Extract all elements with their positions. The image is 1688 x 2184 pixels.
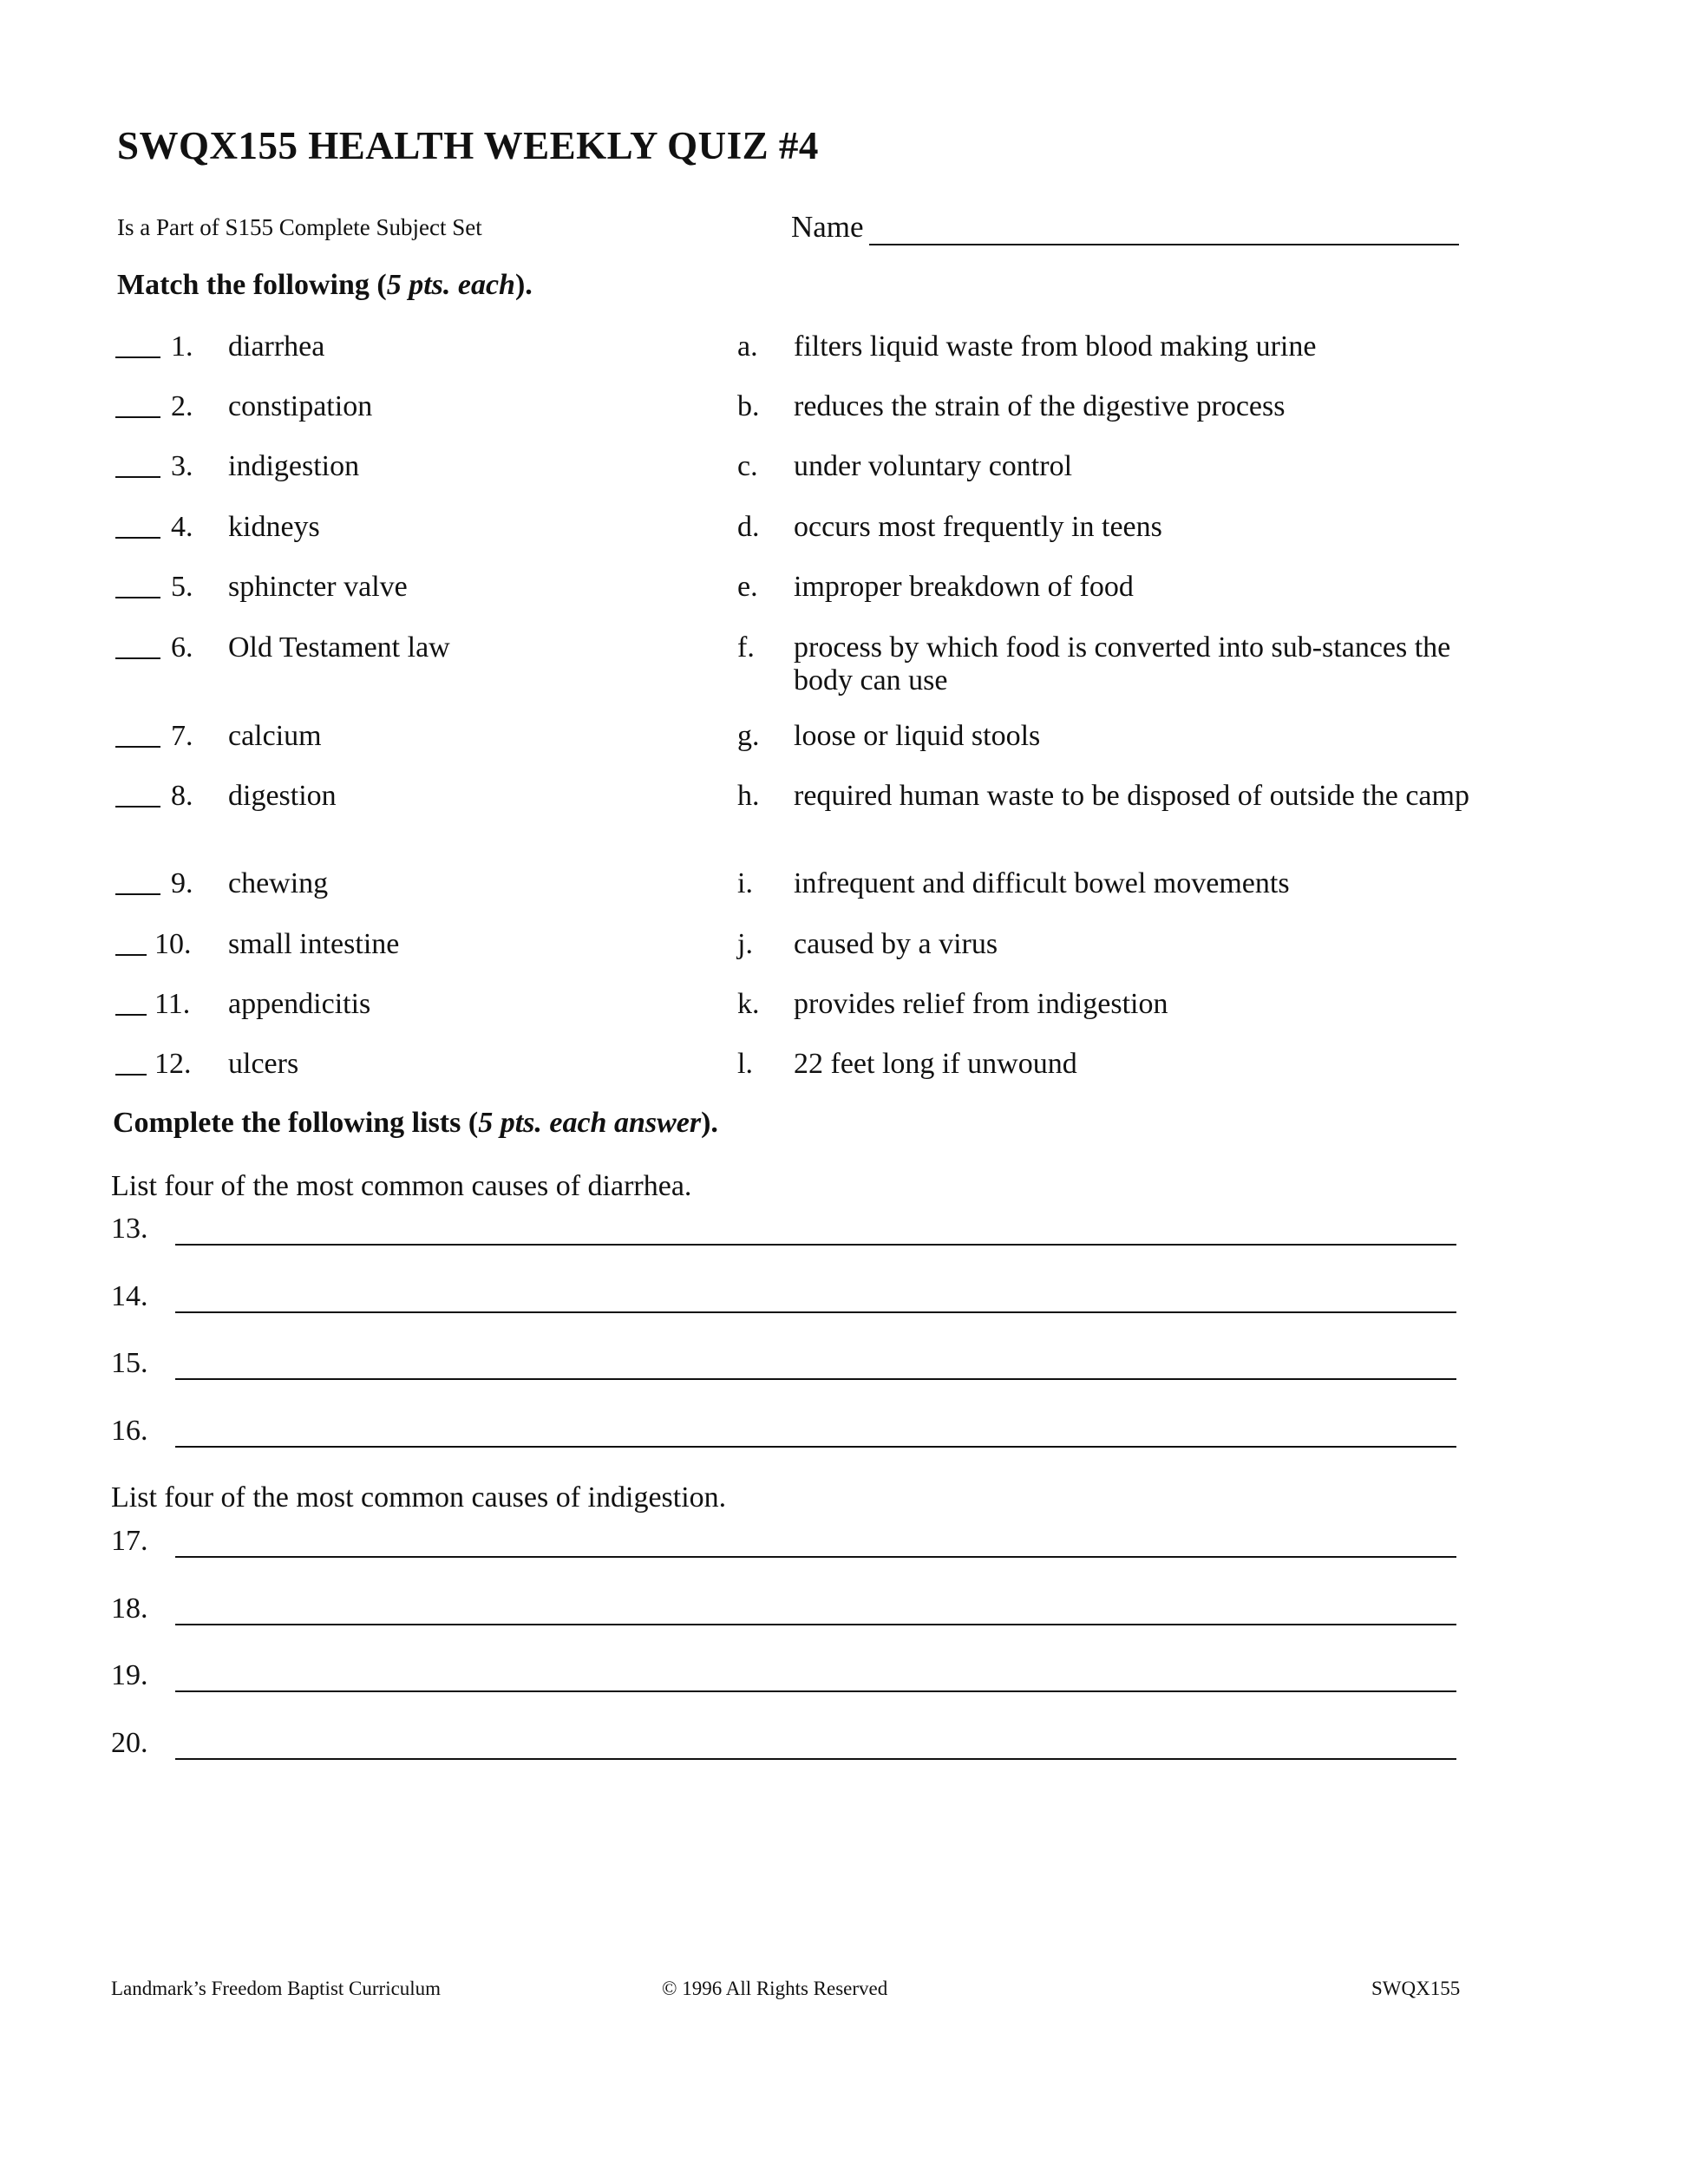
def-letter: h. <box>737 780 760 812</box>
list-answer-row <box>0 1280 1688 1318</box>
match-row <box>0 571 1688 605</box>
match-definition: under voluntary control <box>794 450 1073 482</box>
def-letter: l. <box>737 1048 753 1080</box>
match-term: kidneys <box>228 511 320 543</box>
heading-text: Match the following ( <box>117 269 387 301</box>
match-definition: 22 feet long if unwound <box>794 1048 1077 1080</box>
def-letter: i. <box>737 867 753 899</box>
answer-blank[interactable] <box>115 1074 147 1076</box>
list-prompt-diarrhea: List four of the most common causes of diarrhea. <box>111 1170 692 1202</box>
match-term: diarrhea <box>228 330 325 363</box>
def-letter: f. <box>737 631 755 664</box>
heading-end: ). <box>514 269 533 301</box>
answer-number: 19. <box>111 1659 148 1691</box>
answer-blank[interactable] <box>115 597 160 598</box>
answer-number: 13. <box>111 1213 148 1245</box>
answer-blank[interactable] <box>115 954 147 956</box>
item-number: 8. <box>171 780 193 812</box>
match-term: chewing <box>228 867 329 899</box>
match-definition: reduces the strain of the digestive process <box>794 390 1286 422</box>
item-number: 9. <box>171 867 193 899</box>
item-number: 4. <box>171 511 193 543</box>
answer-line[interactable] <box>175 1690 1456 1692</box>
match-term: indigestion <box>228 450 360 482</box>
answer-blank[interactable] <box>115 893 160 895</box>
match-definition: caused by a virus <box>794 928 998 960</box>
match-row <box>0 988 1688 1023</box>
section-heading-matching <box>117 269 533 302</box>
list-answer-row <box>0 1592 1688 1631</box>
answer-line[interactable] <box>175 1758 1456 1760</box>
match-row <box>0 330 1688 365</box>
answer-line[interactable] <box>175 1378 1456 1380</box>
item-number: 7. <box>171 720 193 752</box>
answer-number: 16. <box>111 1415 148 1447</box>
match-row <box>0 1048 1688 1082</box>
match-definition: provides relief from indigestion <box>794 988 1168 1020</box>
def-letter: c. <box>737 450 758 482</box>
answer-blank[interactable] <box>115 657 160 659</box>
match-definition: process by which food is converted into sub-stances the body can use <box>794 631 1451 696</box>
answer-blank[interactable] <box>115 416 160 418</box>
name-field-line[interactable] <box>869 244 1459 245</box>
item-number: 6. <box>171 631 193 664</box>
answer-blank[interactable] <box>115 356 160 358</box>
footer-publisher: Landmark’s Freedom Baptist Curriculum <box>111 1978 442 1999</box>
match-term: calcium <box>228 720 322 752</box>
item-number: 10. <box>154 928 192 960</box>
heading-points: 5 pts. each answer <box>478 1107 702 1139</box>
list-answer-row <box>0 1727 1688 1765</box>
list-answer-row <box>0 1415 1688 1453</box>
match-term: sphincter valve <box>228 571 408 603</box>
answer-line[interactable] <box>175 1311 1456 1313</box>
def-letter: b. <box>737 390 760 422</box>
answer-number: 15. <box>111 1347 148 1379</box>
match-definition: filters liquid waste from blood making urine <box>794 330 1317 363</box>
match-row <box>0 780 1688 814</box>
item-number: 5. <box>171 571 193 603</box>
answer-blank[interactable] <box>115 746 160 748</box>
match-definition: required human waste to be disposed of outside the camp <box>794 780 1469 812</box>
match-definition: improper breakdown of food <box>794 571 1134 603</box>
answer-line[interactable] <box>175 1244 1456 1246</box>
section-heading-lists <box>113 1107 718 1140</box>
item-number: 12. <box>154 1048 192 1080</box>
list-answer-row <box>0 1347 1688 1385</box>
def-letter: e. <box>737 571 758 603</box>
match-term: constipation <box>228 390 373 422</box>
match-term: digestion <box>228 780 337 812</box>
answer-line[interactable] <box>175 1556 1456 1558</box>
heading-points: 5 pts. each <box>386 269 515 301</box>
answer-blank[interactable] <box>115 537 160 539</box>
answer-line[interactable] <box>175 1624 1456 1625</box>
answer-line[interactable] <box>175 1446 1456 1448</box>
match-term: small intestine <box>228 928 400 960</box>
item-number: 11. <box>154 988 191 1020</box>
list-answer-row <box>0 1213 1688 1251</box>
footer-copyright: © 1996 All Rights Reserved <box>662 1978 888 1999</box>
def-letter: j. <box>737 928 753 960</box>
subtitle: Is a Part of S155 Complete Subject Set <box>117 214 482 240</box>
match-row <box>0 631 1688 696</box>
answer-blank[interactable] <box>115 806 160 808</box>
item-number: 1. <box>171 330 193 363</box>
page-title: SWQX155 HEALTH WEEKLY QUIZ #4 <box>117 124 819 167</box>
heading-end: ). <box>701 1107 718 1139</box>
footer-code: SWQX155 <box>1371 1978 1461 1999</box>
answer-number: 17. <box>111 1525 148 1557</box>
match-row <box>0 511 1688 546</box>
answer-number: 14. <box>111 1280 148 1312</box>
def-letter: a. <box>737 330 758 363</box>
name-label: Name <box>791 210 864 244</box>
match-row <box>0 450 1688 485</box>
match-definition: loose or liquid stools <box>794 720 1041 752</box>
match-row <box>0 928 1688 963</box>
match-term: Old Testament law <box>228 631 450 664</box>
item-number: 3. <box>171 450 193 482</box>
match-term: appendicitis <box>228 988 371 1020</box>
list-answer-row <box>0 1525 1688 1563</box>
heading-text: Complete the following lists ( <box>113 1107 479 1139</box>
answer-blank[interactable] <box>115 476 160 478</box>
match-row <box>0 390 1688 425</box>
match-definition: occurs most frequently in teens <box>794 511 1162 543</box>
match-row <box>0 720 1688 755</box>
answer-number: 18. <box>111 1592 148 1625</box>
answer-number: 20. <box>111 1727 148 1759</box>
item-number: 2. <box>171 390 193 422</box>
def-letter: k. <box>737 988 760 1020</box>
answer-blank[interactable] <box>115 1014 147 1016</box>
def-letter: g. <box>737 720 760 752</box>
list-prompt-indigestion: List four of the most common causes of indigestion. <box>111 1481 727 1514</box>
match-term: ulcers <box>228 1048 299 1080</box>
match-row <box>0 867 1688 902</box>
def-letter: d. <box>737 511 760 543</box>
match-definition: infrequent and difficult bowel movements <box>794 867 1290 899</box>
list-answer-row <box>0 1659 1688 1697</box>
